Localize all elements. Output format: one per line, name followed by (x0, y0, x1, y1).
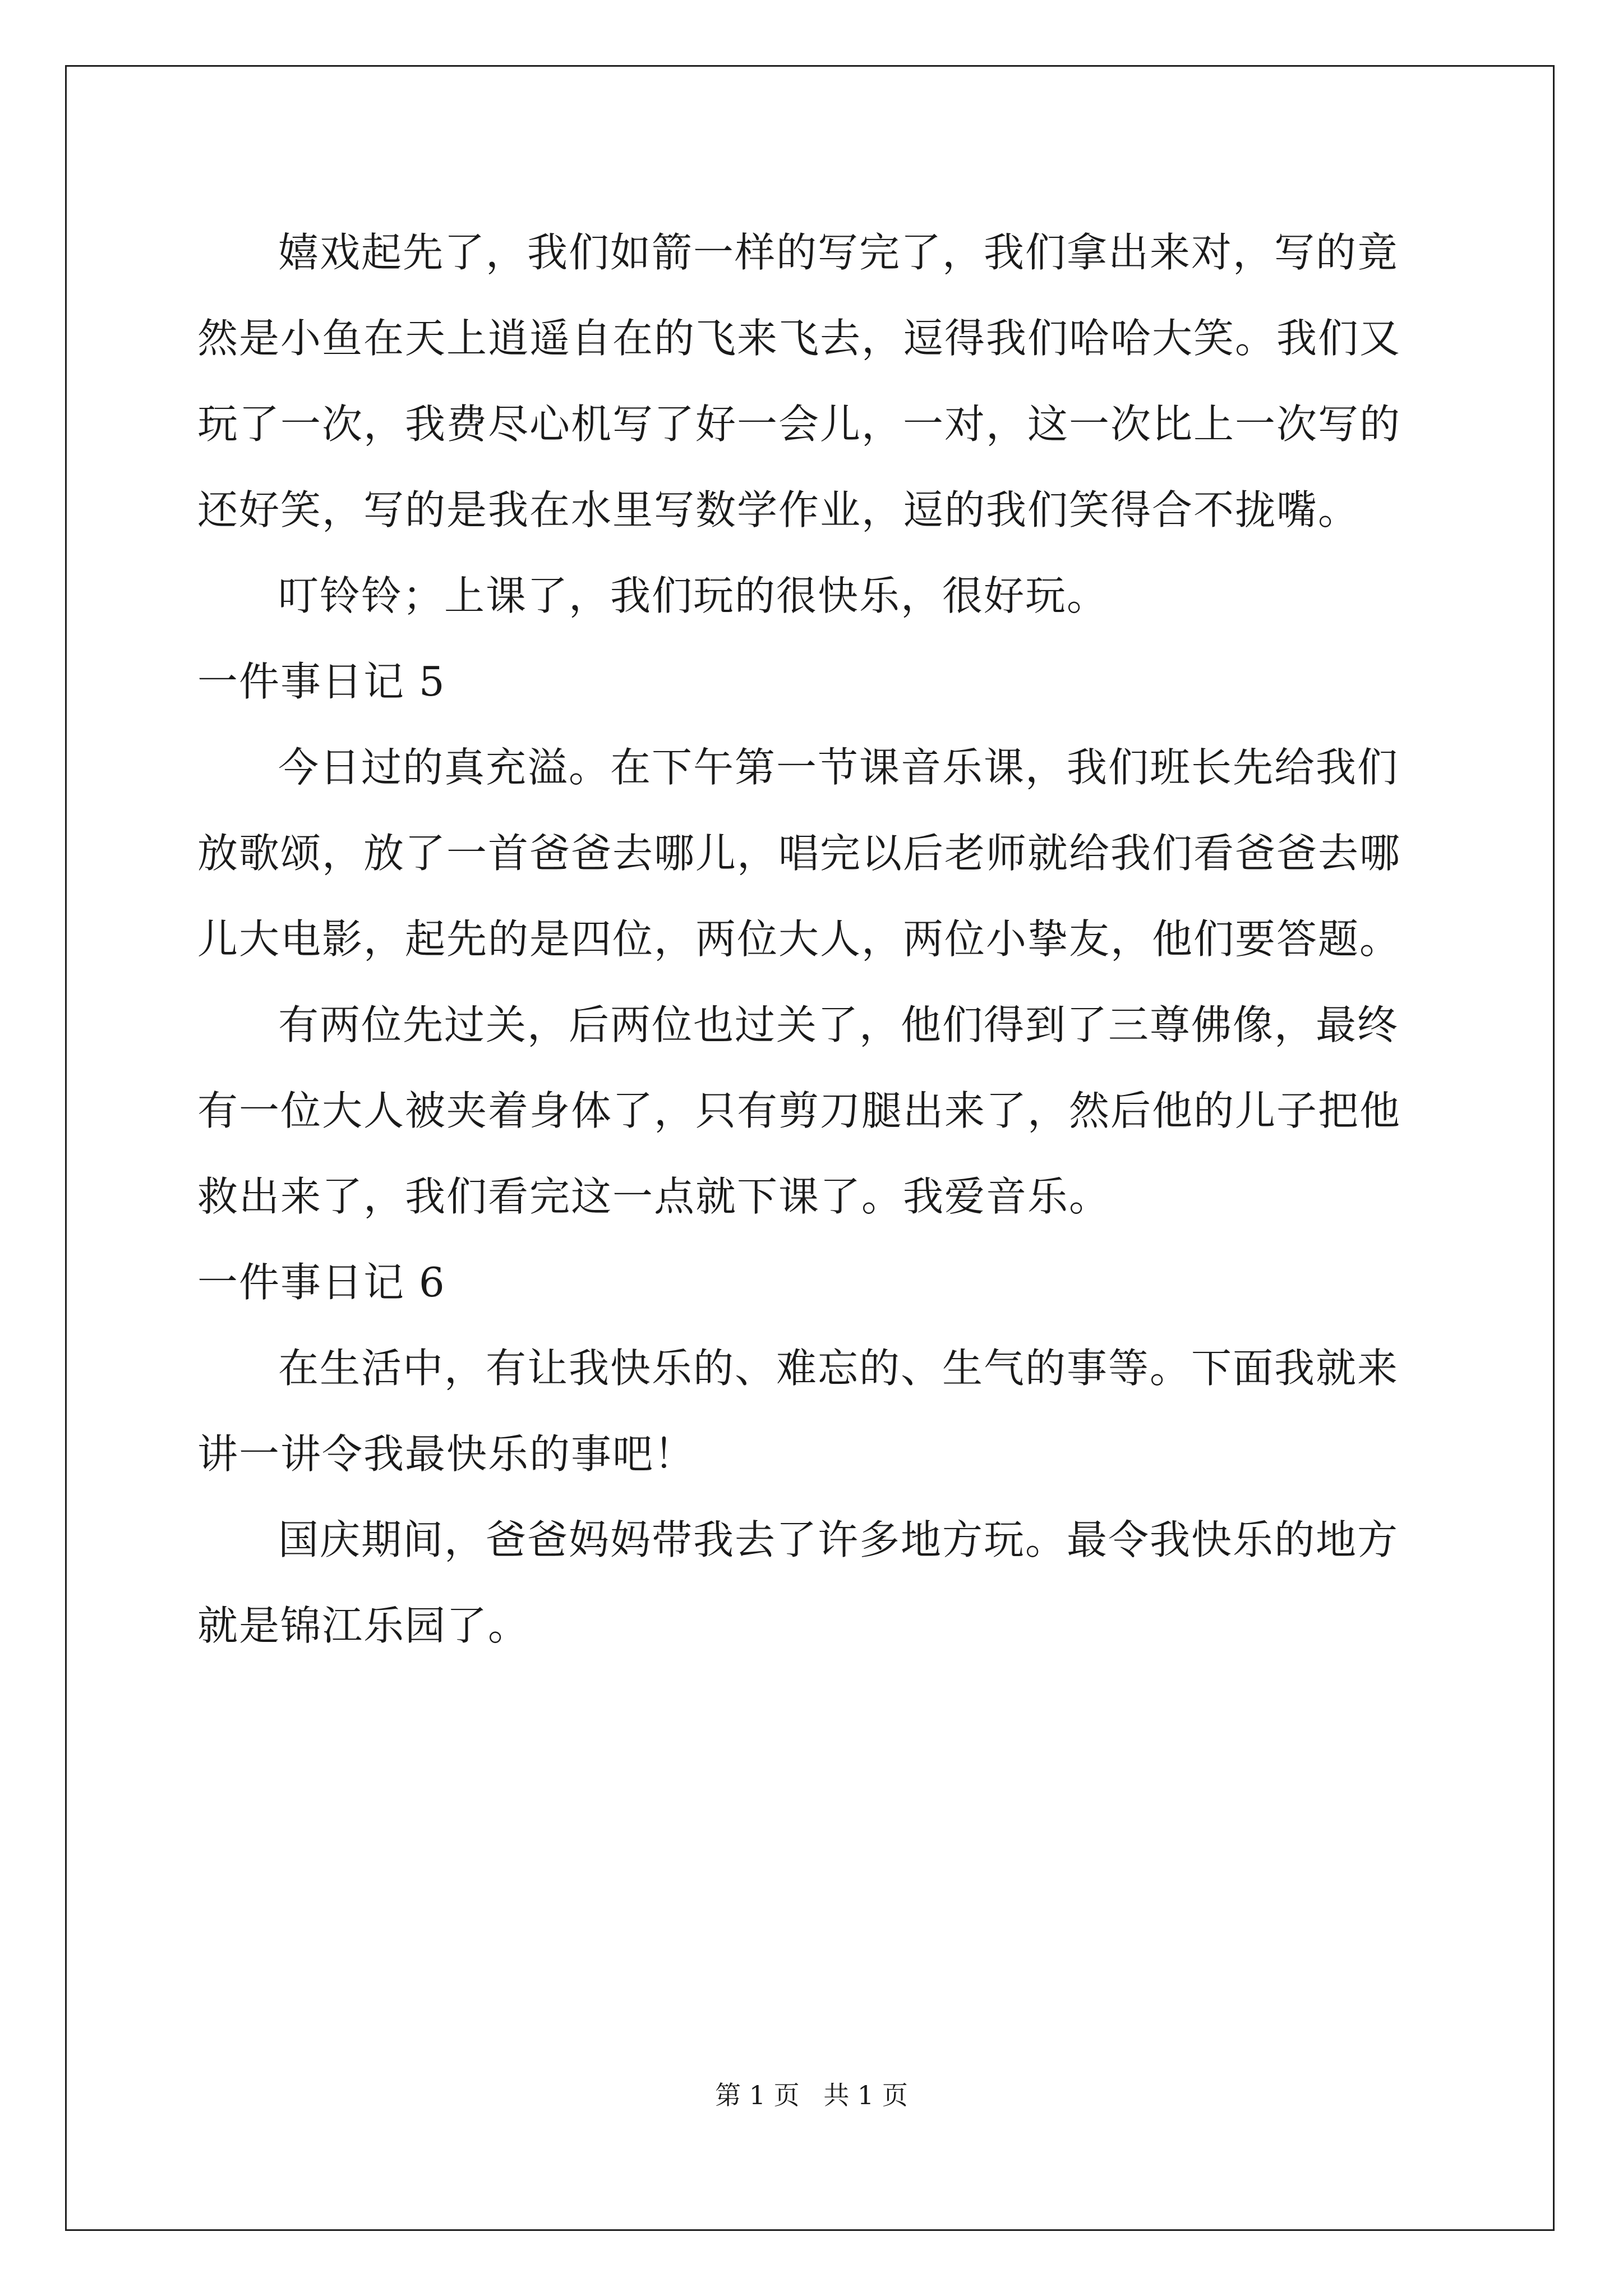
paragraph-5: 在生活中，有让我快乐的、难忘的、生气的事等。下面我就来讲一讲令我最快乐的事吧！ (197, 1345, 1399, 1478)
paragraph-3: 今日过的真充溢。在下午第一节课音乐课，我们班长先给我们放歌颂，放了一首爸爸去哪儿，唱完以后老师就给我们看爸爸去哪儿大电影，起先的是四位，两位大人，两位小挚友，他们要答题。 (197, 744, 1401, 963)
page-footer (0, 2078, 1623, 2112)
paragraph-6: 国庆期间，爸爸妈妈带我去了许多地方玩。最令我快乐的地方就是锦江乐园了。 (197, 1516, 1399, 1649)
paragraph-1: 嬉戏起先了，我们如箭一样的写完了，我们拿出来对，写的竟然是小鱼在天上逍遥自在的飞来飞去，逗得我们哈哈大笑。我们又玩了一次，我费尽心机写了好一会儿，一对，这一次比上一次写的还好笑，写的是我在水里写数学作业，逗的我们笑得合不拢嘴。 (197, 229, 1401, 533)
page-total: 共 1 页 (823, 2080, 908, 2110)
document-body (197, 210, 1431, 1669)
section-heading-5: 一件事日记 5 (197, 658, 446, 705)
paragraph-4: 有两位先过关，后两位也过关了，他们得到了三尊佛像，最终有一位大人被夹着身体了，只有剪刀腿出来了，然后他的儿子把他救出来了，我们看完这一点就下课了。我爱音乐。 (197, 1001, 1401, 1220)
paragraph-2: 叮铃铃；上课了，我们玩的很快乐，很好玩。 (278, 572, 1109, 619)
section-heading-6: 一件事日记 6 (197, 1259, 446, 1306)
page-number: 第 1 页 (715, 2080, 800, 2110)
